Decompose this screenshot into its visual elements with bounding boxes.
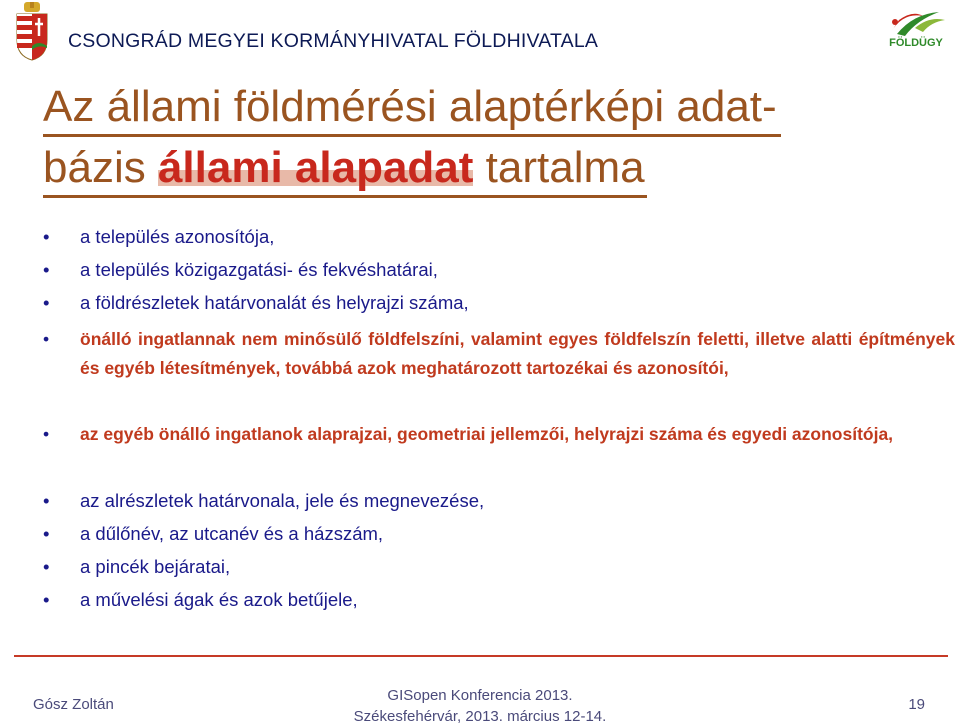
coat-of-arms-icon [14, 2, 50, 62]
page-number: 19 [908, 696, 925, 713]
footer-conference [340, 685, 620, 727]
list-item: • a település közigazgatási- és fekvéshatárai, [43, 255, 955, 288]
title-suffix: tartalma [473, 143, 645, 192]
bullet-icon: • [43, 589, 50, 610]
foldugy-logo [883, 2, 949, 58]
list-item: • a művelési ágak és azok betűjele, [43, 585, 955, 618]
footer-author: Gósz Zoltán [33, 696, 114, 713]
list-item: • a földrészletek határvonalát és helyrajzi száma, [43, 288, 955, 321]
list-item: • a település azonosítója, [43, 222, 955, 255]
list-item: • a pincék bejáratai, [43, 552, 955, 585]
bullet-icon: • [43, 226, 50, 247]
title-line-2 [43, 141, 647, 198]
conference-location-date: Székesfehérvár, 2013. március 12-14. [353, 708, 607, 725]
list-item: • a dűlőnév, az utcanév és a házszám, [43, 519, 955, 552]
list-item: • önálló ingatlannak nem minősülő földfelszíni, valamint egyes földfelszín feletti, illetve alatti építmények és egyéb létesítmények, továbbá azok meghatározott tartozékai és azonosítói, [43, 325, 955, 420]
bullet-icon: • [43, 523, 50, 544]
organization-name: CSONGRÁD MEGYEI KORMÁNYHIVATAL FÖLDHIVATALA [68, 30, 599, 52]
title-line-1: Az állami földmérési alaptérképi adat- [43, 80, 781, 137]
content-list [43, 222, 955, 618]
slide-title [43, 78, 943, 198]
title-highlight: állami alapadat [157, 143, 474, 192]
bullet-icon: • [43, 292, 50, 313]
conference-name: GISopen Konferencia 2013. [387, 687, 573, 704]
bullet-icon: • [43, 329, 50, 349]
logo-text: FÖLDÜGY [889, 37, 943, 49]
list-item: • az alrészletek határvonala, jele és megnevezése, [43, 486, 955, 519]
bullet-icon: • [43, 490, 50, 511]
list-item: • az egyéb önálló ingatlanok alaprajzai, geometriai jellemzői, helyrajzi száma és egyedi azonosítója, [43, 420, 955, 486]
bullet-icon: • [43, 556, 50, 577]
bullet-icon: • [43, 259, 50, 280]
bullet-icon: • [43, 424, 50, 444]
title-prefix: bázis [43, 143, 158, 192]
footer-divider [14, 655, 948, 657]
